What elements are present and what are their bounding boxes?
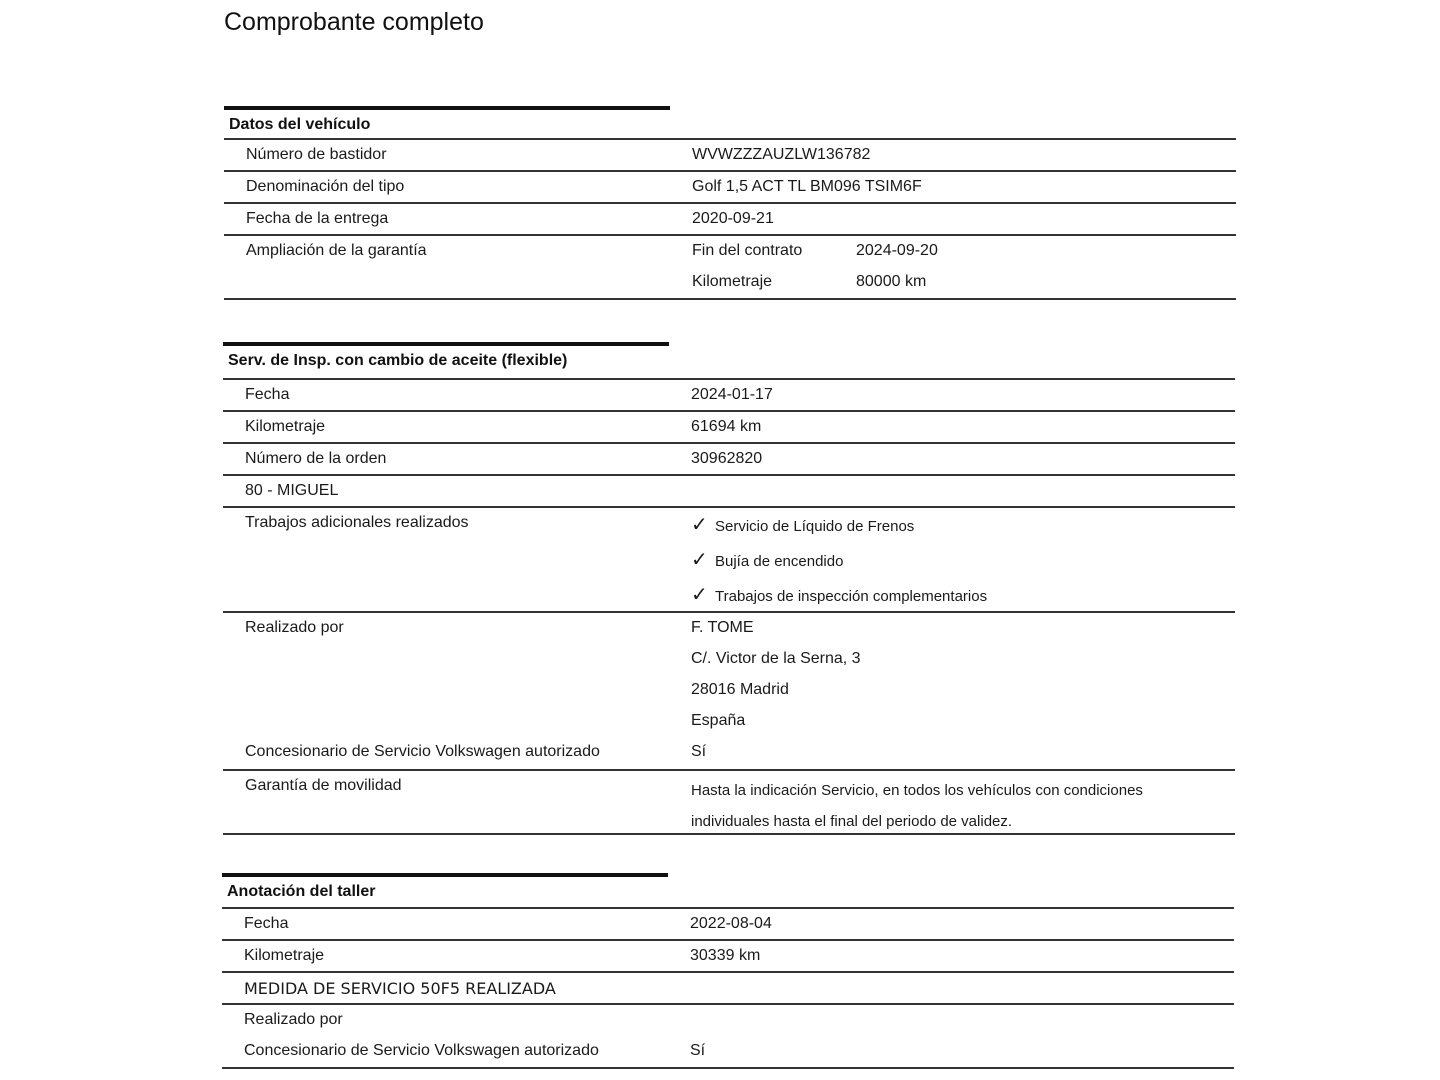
workshop-note-row xyxy=(222,973,1234,1005)
workshop-dealer-value: Sí xyxy=(690,1042,706,1059)
vin-row xyxy=(224,140,1236,172)
delivery-value: 2020-09-21 xyxy=(692,210,774,227)
warranty-mileage-label: Kilometraje xyxy=(692,273,773,290)
type-row xyxy=(224,172,1236,204)
section-bar xyxy=(223,342,669,346)
checkmark-icon: ✓ xyxy=(691,514,708,536)
done-by-street: C/. Victor de la Serna, 3 xyxy=(691,650,861,667)
warranty-label: Ampliación de la garantía xyxy=(246,242,427,259)
delivery-row xyxy=(224,204,1236,236)
contract-end-label: Fin del contrato xyxy=(692,242,803,259)
mobility-label: Garantía de movilidad xyxy=(245,777,402,794)
service-mileage-label: Kilometraje xyxy=(245,418,326,435)
workshop-date-row xyxy=(222,909,1234,941)
done-by-label: Realizado por xyxy=(245,619,344,636)
vehicle-section xyxy=(224,106,1236,300)
workshop-mileage-row xyxy=(222,941,1234,973)
workshop-mileage-value: 30339 km xyxy=(690,947,761,964)
dealer-value: Sí xyxy=(691,743,707,760)
done-by-country: España xyxy=(691,712,746,729)
workshop-mileage-label: Kilometraje xyxy=(244,947,325,964)
service-heading: Serv. de Insp. con cambio de aceite (flexible) xyxy=(228,352,568,369)
workshop-done-by-label: Realizado por xyxy=(244,1011,343,1028)
service-section xyxy=(223,342,1235,835)
type-label: Denominación del tipo xyxy=(246,178,405,195)
vehicle-heading: Datos del vehículo xyxy=(229,116,371,133)
workshop-date-label: Fecha xyxy=(244,915,289,932)
checkmark-icon: ✓ xyxy=(691,549,708,571)
done-by-row xyxy=(223,613,1235,771)
page-title: Comprobante completo xyxy=(224,8,484,36)
vin-value: WVWZZZAUZLW136782 xyxy=(692,146,871,163)
workshop-note: MEDIDA DE SERVICIO 50F5 REALIZADA xyxy=(244,979,556,998)
extra-work-row xyxy=(223,508,1235,613)
section-bar xyxy=(222,873,668,877)
done-by-name: F. TOME xyxy=(691,619,754,636)
extra-work-item xyxy=(691,547,843,572)
contract-end-value: 2024-09-20 xyxy=(856,242,938,259)
vehicle-section-header xyxy=(224,106,1236,140)
extra-work-item-label: Servicio de Líquido de Frenos xyxy=(715,518,915,535)
delivery-label: Fecha de la entrega xyxy=(246,210,389,227)
service-mileage-row xyxy=(223,412,1235,444)
service-mileage-value: 61694 km xyxy=(691,418,762,435)
type-value: Golf 1,5 ACT TL BM096 TSIM6F xyxy=(692,178,922,195)
technician-row xyxy=(223,476,1235,508)
done-by-city: 28016 Madrid xyxy=(691,681,789,698)
mobility-row xyxy=(223,771,1235,835)
workshop-dealer-label: Concesionario de Servicio Volkswagen autorizado xyxy=(244,1042,599,1059)
mobility-value: Hasta la indicación Servicio, en todos los vehículos con condiciones individuales hasta el final del periodo de validez. xyxy=(691,782,1143,830)
workshop-done-by-row xyxy=(222,1005,1234,1069)
workshop-section xyxy=(222,873,1234,1069)
workshop-section-header xyxy=(222,873,1234,909)
section-bar xyxy=(224,106,670,110)
vin-label: Número de bastidor xyxy=(246,146,387,163)
service-date-row xyxy=(223,380,1235,412)
checkmark-icon: ✓ xyxy=(691,584,708,606)
extra-work-item-label: Trabajos de inspección complementarios xyxy=(715,588,988,605)
dealer-label: Concesionario de Servicio Volkswagen autorizado xyxy=(245,743,600,760)
workshop-heading: Anotación del taller xyxy=(227,883,376,900)
service-date-label: Fecha xyxy=(245,386,290,403)
order-label: Número de la orden xyxy=(245,450,387,467)
extra-work-item xyxy=(691,512,914,537)
warranty-mileage-value: 80000 km xyxy=(856,273,927,290)
extra-work-label: Trabajos adicionales realizados xyxy=(245,514,469,531)
technician-value: 80 - MIGUEL xyxy=(245,482,339,499)
extra-work-item-label: Bujía de encendido xyxy=(715,553,844,570)
extra-work-item xyxy=(691,582,987,607)
warranty-row xyxy=(224,236,1236,300)
order-value: 30962820 xyxy=(691,450,763,467)
workshop-date-value: 2022-08-04 xyxy=(690,915,772,932)
order-row xyxy=(223,444,1235,476)
service-date-value: 2024-01-17 xyxy=(691,386,773,403)
service-section-header xyxy=(223,342,1235,380)
